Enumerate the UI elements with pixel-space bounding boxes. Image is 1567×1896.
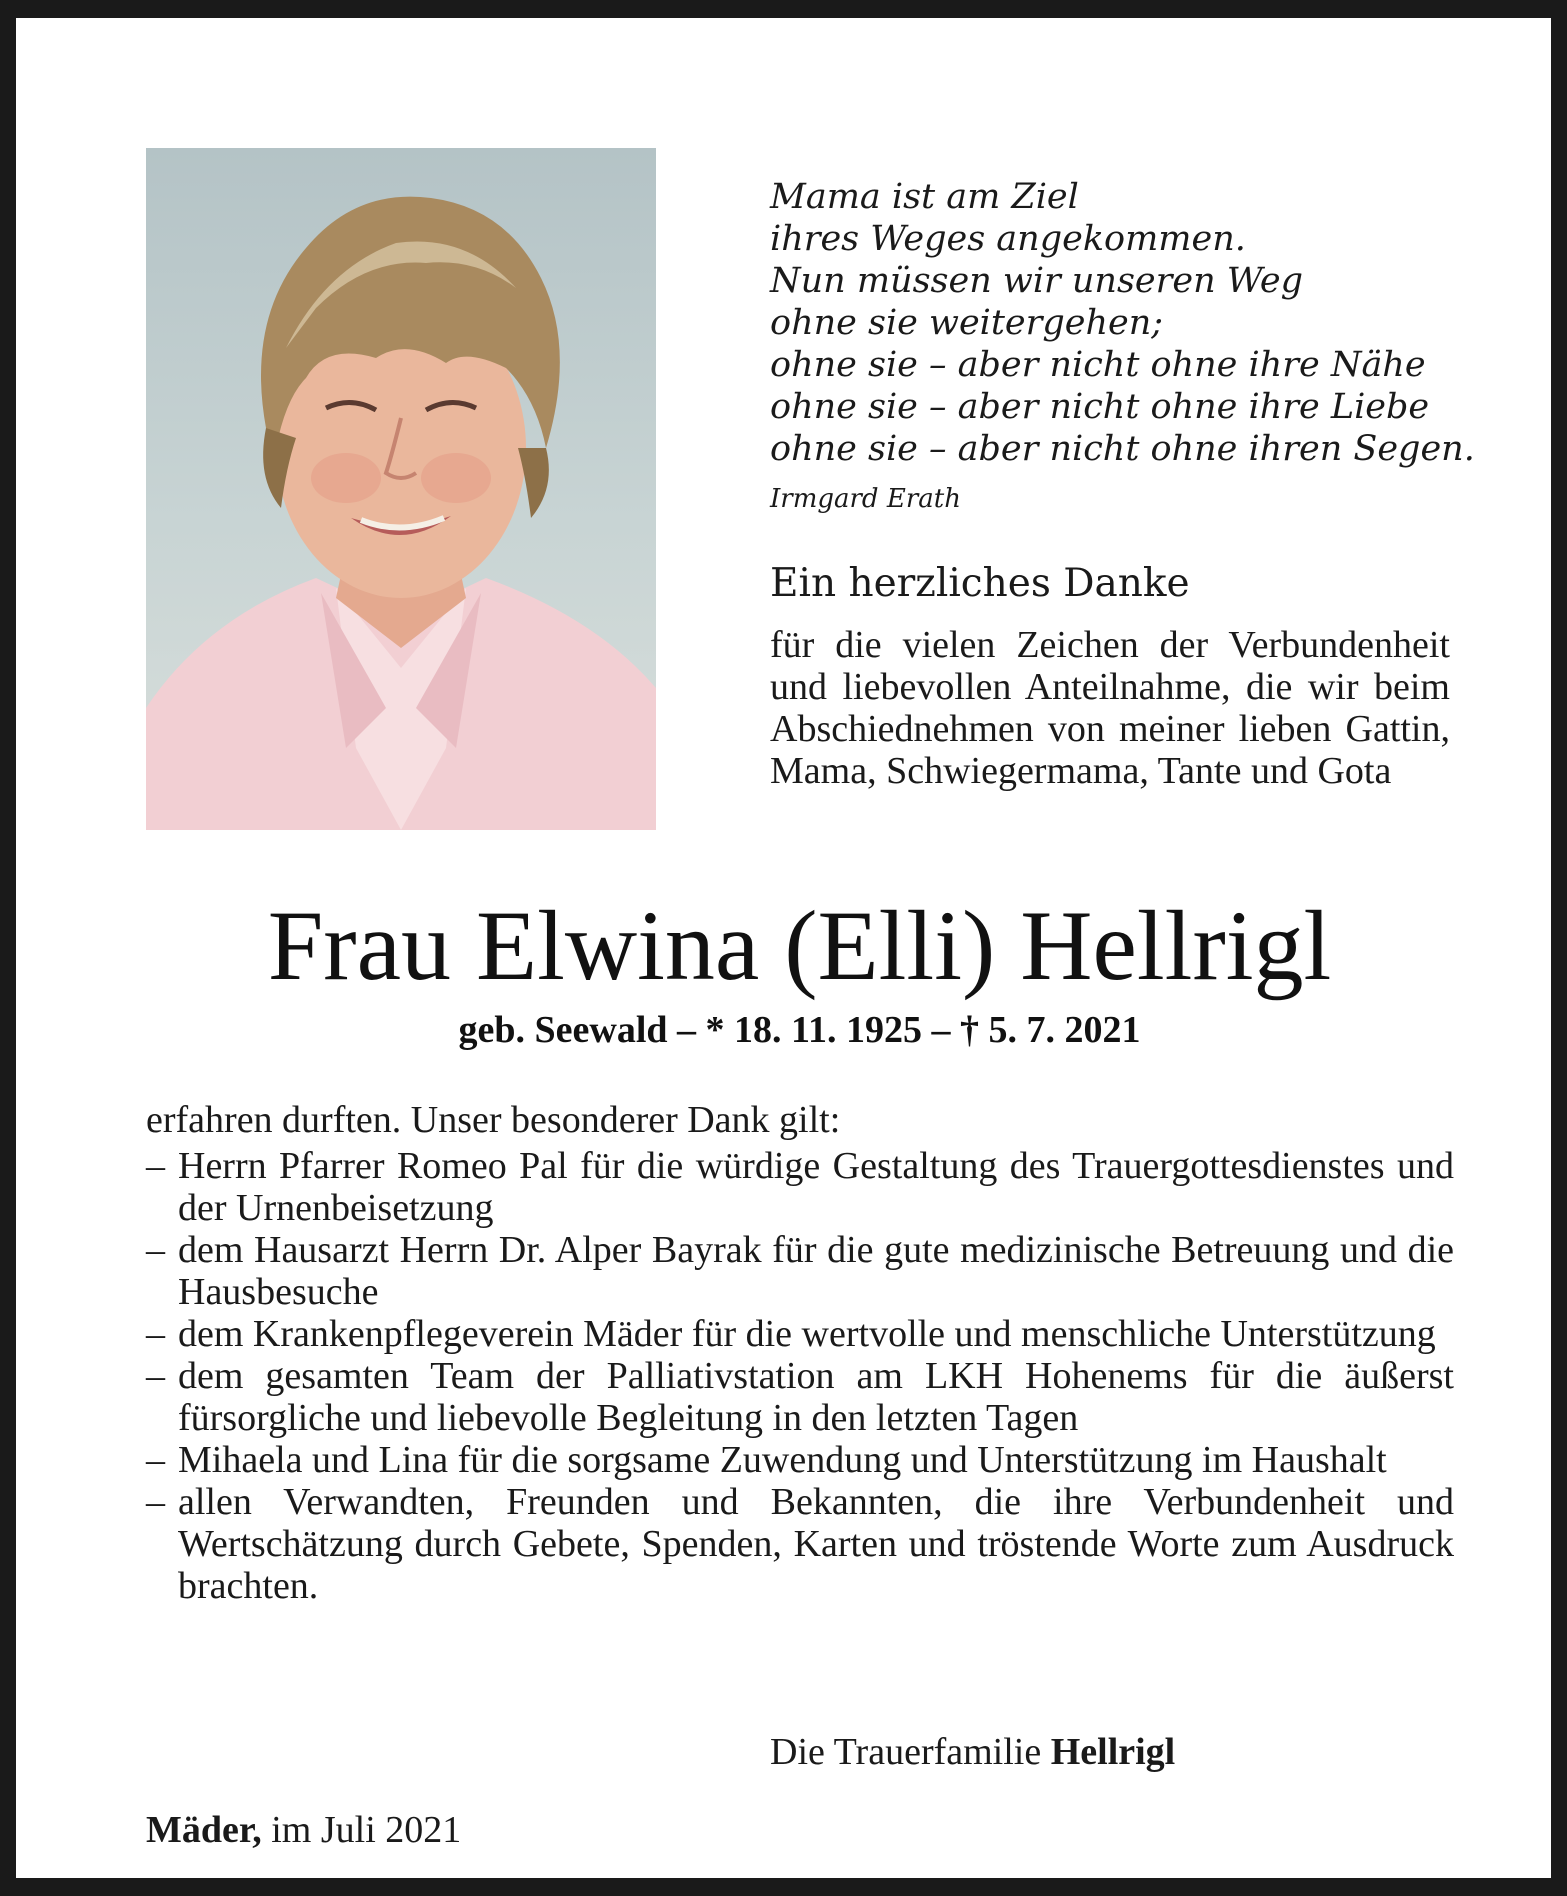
poem-line: ohne sie weitergehen;	[770, 303, 1164, 343]
list-item: – dem Hausarzt Herrn Dr. Alper Bayrak für die gute medizinische Betreuung und die Hausbesuche	[146, 1229, 1454, 1313]
poem-line: ohne sie – aber nicht ohne ihre Nähe	[770, 345, 1426, 385]
deceased-dates: geb. Seewald – * 18. 11. 1925 – † 5. 7. 2021	[458, 1009, 1141, 1051]
poem-line: ohne sie – aber nicht ohne ihren Segen.	[770, 429, 1475, 469]
portrait-photo	[146, 148, 656, 830]
poem-line: ohne sie – aber nicht ohne ihre Liebe	[770, 387, 1430, 427]
poem	[770, 176, 1475, 470]
poem-author: Irmgard Erath	[770, 484, 961, 514]
list-item: – dem gesamten Team der Palliativstation am LKH Hohenems für die äußerst fürsorgliche und liebevolle Begleitung in den letzten Tagen	[146, 1355, 1454, 1439]
thanks-list	[146, 1145, 1454, 1607]
place-date	[146, 1808, 461, 1852]
thanks-heading: Ein herzliches Danke	[770, 561, 1190, 606]
signature-prefix: Die Trauerfamilie	[770, 1731, 1042, 1773]
place: Mäder,	[146, 1809, 262, 1851]
list-item: – dem Krankenpflegeverein Mäder für die wertvolle und menschliche Unterstützung	[146, 1313, 1454, 1355]
poem-line: ihres Weges angekommen.	[770, 219, 1246, 259]
signature	[770, 1730, 1175, 1774]
deceased-name: Frau Elwina (Elli) Hellrigl	[267, 890, 1332, 1001]
list-item: – Mihaela und Lina für die sorgsame Zuwendung und Unterstützung im Haushalt	[146, 1439, 1454, 1481]
thanks-text: für die vielen Zeichen der Verbundenheit und liebevollen Anteilnahme, die wir beim Abschiednehmen von meiner lieben Gattin, Mama, Schwiegermama, Tante und Gota	[770, 624, 1450, 792]
portrait-illustration	[146, 148, 656, 830]
date: im Juli 2021	[271, 1809, 462, 1851]
body-intro: erfahren durften. Unser besonderer Dank gilt:	[146, 1099, 841, 1141]
poem-line: Nun müssen wir unseren Weg	[770, 261, 1303, 301]
list-item: – allen Verwandten, Freunden und Bekannten, die ihre Verbundenheit und Wertschätzung durch Gebete, Spenden, Karten und tröstende Worte zum Ausdruck brachten.	[146, 1481, 1454, 1607]
poem-line: Mama ist am Ziel	[770, 177, 1079, 217]
signature-family: Hellrigl	[1050, 1731, 1176, 1773]
list-item: – Herrn Pfarrer Romeo Pal für die würdige Gestaltung des Trauergottesdienstes und der Urnenbeisetzung	[146, 1145, 1454, 1229]
